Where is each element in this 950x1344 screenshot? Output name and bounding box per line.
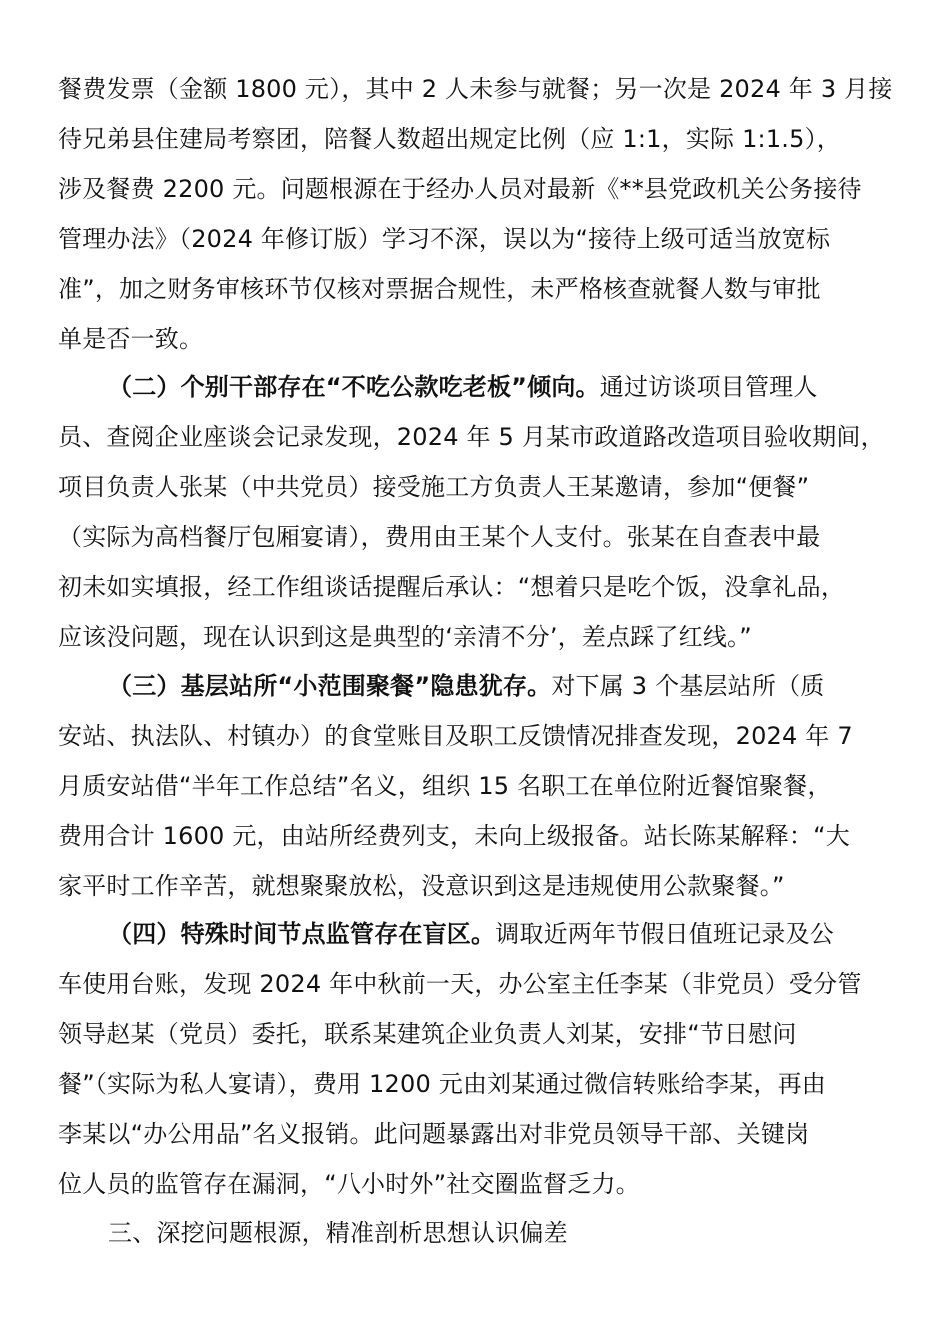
section-heading-2-line	[108, 362, 950, 412]
text-span: 涉及餐费 2200 元。问题根源在于经办人员对最新《**县党政机关公务接待	[58, 175, 862, 203]
section-heading-4-line	[108, 909, 950, 959]
section-heading-2: （二）个别干部存在“不吃公款吃老板”倾向。	[108, 373, 600, 401]
text-span: 安站、执法队、村镇办）的食堂账目及职工反馈情况排查发现，2024 年 7	[58, 722, 853, 750]
paragraph-line	[58, 214, 900, 264]
text-span: 车使用台账，发现 2024 年中秋前一天，办公室主任李某（非党员）受分管	[58, 970, 862, 998]
paragraph-line	[58, 861, 900, 911]
text-span: 三、深挖问题根源，精准剖析思想认识偏差	[108, 1219, 568, 1247]
text-span: （实际为高档餐厅包厢宴请），费用由王某个人支付。张某在自查表中最	[58, 523, 821, 551]
text-span: 员、查阅企业座谈会记录发现，2024 年 5 月某市政道路改造项目验收期间，	[58, 423, 885, 451]
text-span: 应该没问题，现在认识到这是典型的‘亲清不分’，差点踩了红线。”	[58, 623, 752, 651]
text-span: 待兄弟县住建局考察团，陪餐人数超出规定比例（应 1:1，实际 1:1.5），	[58, 125, 842, 153]
chapter-heading-3	[108, 1208, 950, 1258]
paragraph-line	[58, 114, 900, 164]
text-span: 家平时工作辛苦，就想聚聚放松，没意识到这是违规使用公款聚餐。”	[58, 872, 785, 900]
text-span: 准”，加之财务审核环节仅核对票据合规性，未严格核查就餐人数与审批	[58, 275, 821, 303]
paragraph-line	[58, 64, 900, 114]
paragraph-line	[58, 1009, 900, 1059]
paragraph-line	[58, 959, 900, 1009]
text-span: 初未如实填报，经工作组谈话提醒后承认：“想着只是吃个饭，没拿礼品，	[58, 573, 846, 601]
paragraph-line	[58, 412, 900, 462]
text-span: 月质安站借“半年工作总结”名义，组织 15 名职工在单位附近餐馆聚餐，	[58, 772, 832, 800]
text-span: 单是否一致。	[58, 325, 204, 353]
text-span: 管理办法》（2024 年修订版）学习不深，误以为“接待上级可适当放宽标	[58, 225, 831, 253]
text-span: 通过访谈项目管理人	[599, 373, 818, 401]
text-span: 李某以“办公用品”名义报销。此问题暴露出对非党员领导干部、关键岗	[58, 1120, 810, 1148]
paragraph-line	[58, 512, 900, 562]
section-heading-3: （三）基层站所“小范围聚餐”隐患犹存。	[108, 672, 552, 700]
text-span: 调取近两年节假日值班记录及公	[495, 920, 835, 948]
paragraph-line	[58, 1159, 900, 1209]
paragraph-line	[58, 462, 900, 512]
text-span: 项目负责人张某（中共党员）接受施工方负责人王某邀请，参加“便餐”	[58, 473, 810, 501]
section-heading-4: （四）特殊时间节点监管存在盲区。	[108, 920, 496, 948]
paragraph-line	[58, 612, 900, 662]
paragraph-line	[58, 264, 900, 314]
text-span: 餐费发票（金额 1800 元），其中 2 人未参与就餐；另一次是 2024 年 3 月接	[58, 75, 893, 103]
text-span: 领导赵某（党员）委托，联系某建筑企业负责人刘某，安排“节日慰问	[58, 1020, 797, 1048]
paragraph-line	[58, 164, 900, 214]
text-span: 对下属 3 个基层站所（质	[551, 672, 825, 700]
paragraph-line	[58, 562, 900, 612]
text-span: 费用合计 1600 元，由站所经费列支，未向上级报备。站长陈某解释：“大	[58, 822, 850, 850]
paragraph-line	[58, 711, 900, 761]
text-span: 餐”（实际为私人宴请），费用 1200 元由刘某通过微信转账给李某，再由	[58, 1070, 826, 1098]
paragraph-line	[58, 761, 900, 811]
paragraph-line	[58, 1109, 900, 1159]
paragraph-line	[58, 811, 900, 861]
section-heading-3-line	[108, 661, 950, 711]
paragraph-line	[58, 314, 900, 364]
paragraph-line	[58, 1059, 900, 1109]
text-span: 位人员的监管存在漏洞，“八小时外”社交圈监督乏力。	[58, 1170, 640, 1198]
